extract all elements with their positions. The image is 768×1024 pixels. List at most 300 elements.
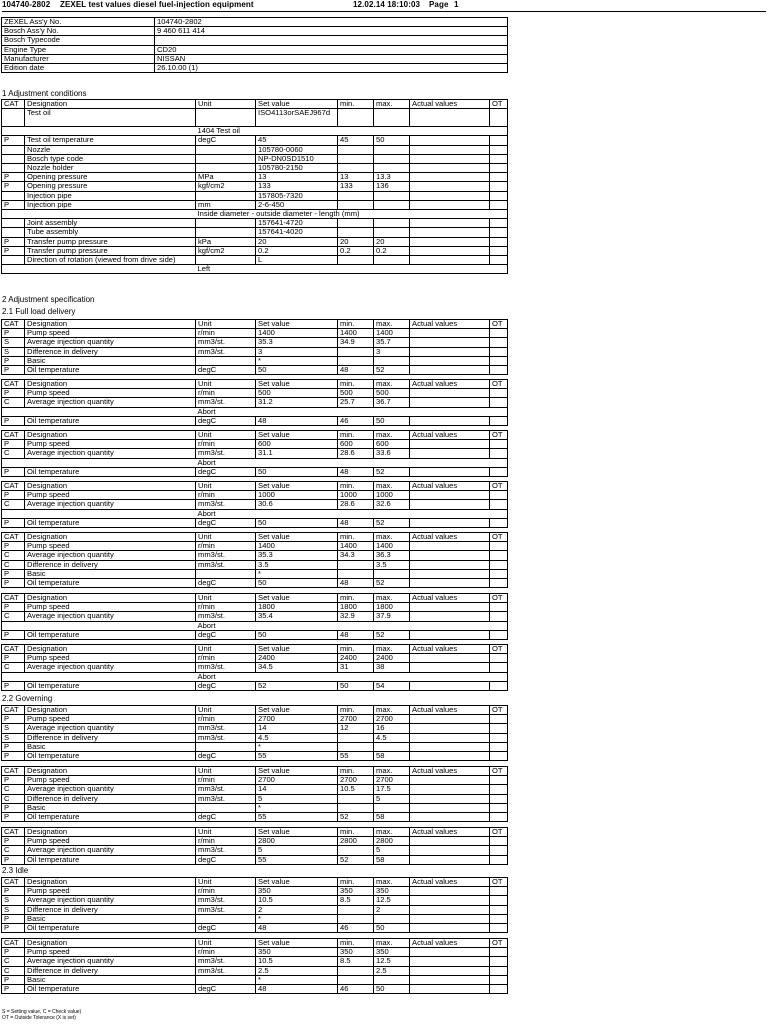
column-header-row: [2, 482, 508, 491]
actual-value-cell: [410, 569, 490, 578]
set-value-cell: 31.1: [256, 449, 338, 458]
ot-cell: [490, 145, 508, 154]
unit-cell: degC: [196, 467, 256, 476]
col-header-min: min.: [338, 431, 374, 440]
unit-cell: r/min: [196, 329, 256, 338]
min-cell: 350: [338, 948, 374, 957]
set-value-cell: 1000: [256, 491, 338, 500]
unit-cell: degC: [196, 681, 256, 690]
set-value-cell: 2-6-450: [256, 200, 338, 209]
col-header-ot: OT: [490, 767, 508, 776]
spec-row: [2, 542, 508, 551]
actual-value-cell: [410, 228, 490, 237]
cat-cell: [2, 228, 25, 237]
cat-cell: C: [2, 957, 25, 966]
designation-cell: Difference in delivery: [25, 733, 196, 742]
col-header-min: min.: [338, 594, 374, 603]
condition-row: [2, 127, 508, 136]
designation-cell: Oil temperature: [25, 467, 196, 476]
col-header-max: max.: [374, 320, 410, 329]
min-cell: [338, 905, 374, 914]
max-cell: [374, 164, 410, 173]
col-header-actual-values: Actual values: [410, 645, 490, 654]
designation-cell: Average injection quantity: [25, 338, 196, 347]
info-label: Edition date: [2, 64, 155, 73]
max-cell: 3: [374, 347, 410, 356]
cat-cell: C: [2, 846, 25, 855]
actual-value-cell: [410, 803, 490, 812]
ot-cell: [490, 803, 508, 812]
col-header-designation: Designation: [25, 482, 196, 491]
col-header-set-value: Set value: [256, 878, 338, 887]
info-row: [2, 54, 508, 63]
col-header-max: max.: [374, 878, 410, 887]
spec-row: [2, 672, 508, 681]
cat-cell: S: [2, 724, 25, 733]
min-cell: [338, 164, 374, 173]
unit-cell: mm3/st.: [196, 905, 256, 914]
header-page-number: 1: [454, 0, 459, 9]
cat-cell: [2, 407, 25, 416]
cat-cell: P: [2, 542, 25, 551]
max-cell: 350: [374, 887, 410, 896]
col-header-max: max.: [374, 767, 410, 776]
designation-cell: Pump speed: [25, 776, 196, 785]
actual-value-cell: [410, 813, 490, 822]
ot-cell: [490, 389, 508, 398]
col-header-ot: OT: [490, 431, 508, 440]
col-header-set-value: Set value: [256, 706, 338, 715]
condition-row: [2, 191, 508, 200]
set-value-cell: 13: [256, 173, 338, 182]
set-value-cell: 48: [256, 985, 338, 994]
spec-row: [2, 449, 508, 458]
set-value-cell: 2700: [256, 715, 338, 724]
spec-row: [2, 569, 508, 578]
unit-cell: mm3/st.: [196, 347, 256, 356]
adjustment-spec-table: [1, 593, 508, 640]
ot-cell: [490, 219, 508, 228]
condition-row: [2, 210, 508, 219]
condition-row: [2, 164, 508, 173]
set-value-cell: 5: [256, 846, 338, 855]
condition-row: [2, 237, 508, 246]
ot-cell: [490, 579, 508, 588]
col-header-min: min.: [338, 878, 374, 887]
designation-cell: [25, 210, 196, 219]
column-header-row: [2, 645, 508, 654]
ot-cell: [490, 896, 508, 905]
adjustment-spec-table: [1, 766, 508, 822]
column-header-row: [2, 767, 508, 776]
spec-row: [2, 467, 508, 476]
set-value-cell: *: [256, 914, 338, 923]
col-header-actual-values: Actual values: [410, 431, 490, 440]
actual-value-cell: [410, 145, 490, 154]
ot-cell: [490, 724, 508, 733]
condition-row: [2, 145, 508, 154]
max-cell: 1000: [374, 491, 410, 500]
min-cell: [338, 200, 374, 209]
set-value-cell: 35.3: [256, 551, 338, 560]
set-value-cell: 2800: [256, 837, 338, 846]
min-cell: [338, 733, 374, 742]
column-header-row: [2, 320, 508, 329]
unit-cell: r/min: [196, 837, 256, 846]
max-cell: 600: [374, 440, 410, 449]
actual-value-cell: [410, 246, 490, 255]
spec-row: [2, 742, 508, 751]
unit-cell: mm3/st.: [196, 957, 256, 966]
column-header-row: [2, 878, 508, 887]
max-cell: 12.5: [374, 896, 410, 905]
subsection-governing-title: 2.2 Governing: [2, 694, 53, 703]
designation-cell: Opening pressure: [25, 182, 196, 191]
spec-row: [2, 329, 508, 338]
actual-value-cell: [410, 164, 490, 173]
unit-cell: degC: [196, 985, 256, 994]
designation-cell: Injection pipe: [25, 191, 196, 200]
min-cell: 0.2: [338, 246, 374, 255]
ot-cell: [490, 416, 508, 425]
set-value-cell: *: [256, 356, 338, 365]
min-cell: 48: [338, 579, 374, 588]
col-header-min: min.: [338, 100, 374, 109]
actual-value-cell: [410, 191, 490, 200]
min-cell: [338, 914, 374, 923]
ot-cell: [490, 603, 508, 612]
spec-row: [2, 776, 508, 785]
max-cell: [374, 228, 410, 237]
min-cell: 20: [338, 237, 374, 246]
ot-cell: [490, 855, 508, 864]
designation-cell: Nozzle: [25, 145, 196, 154]
ot-cell: [490, 794, 508, 803]
designation-cell: [25, 458, 196, 467]
cat-cell: P: [2, 200, 25, 209]
spec-row: [2, 491, 508, 500]
condition-row: [2, 256, 508, 265]
max-cell: 136: [374, 182, 410, 191]
header-title: ZEXEL test values diesel fuel-injection equipment: [60, 0, 254, 9]
col-header-actual-values: Actual values: [410, 320, 490, 329]
spec-row: [2, 752, 508, 761]
designation-cell: Pump speed: [25, 654, 196, 663]
actual-value-cell: [410, 356, 490, 365]
condition-note: Inside diameter - outside diameter - length (mm): [196, 210, 508, 219]
max-cell: [374, 803, 410, 812]
actual-value-cell: [410, 612, 490, 621]
designation-cell: [25, 621, 196, 630]
actual-value-cell: [410, 109, 490, 127]
set-value-cell: 50: [256, 579, 338, 588]
designation-cell: Pump speed: [25, 389, 196, 398]
spec-row: [2, 966, 508, 975]
col-header-cat: CAT: [2, 533, 25, 542]
max-cell: 2.5: [374, 966, 410, 975]
col-header-ot: OT: [490, 320, 508, 329]
set-value-cell: *: [256, 569, 338, 578]
min-cell: 25.7: [338, 398, 374, 407]
max-cell: 5: [374, 794, 410, 803]
col-header-cat: CAT: [2, 878, 25, 887]
designation-cell: Average injection quantity: [25, 500, 196, 509]
cat-cell: C: [2, 663, 25, 672]
actual-value-cell: [410, 846, 490, 855]
set-value-cell: 4.5: [256, 733, 338, 742]
min-cell: 28.6: [338, 500, 374, 509]
min-cell: 12: [338, 724, 374, 733]
min-cell: 133: [338, 182, 374, 191]
max-cell: [374, 742, 410, 751]
designation-cell: [25, 672, 196, 681]
cat-cell: C: [2, 612, 25, 621]
min-cell: [338, 191, 374, 200]
cat-cell: P: [2, 491, 25, 500]
designation-cell: Average injection quantity: [25, 612, 196, 621]
info-row: [2, 27, 508, 36]
designation-cell: Basic: [25, 356, 196, 365]
unit-cell: [196, 742, 256, 751]
max-cell: 50: [374, 985, 410, 994]
info-value: 9 460 611 414: [155, 27, 508, 36]
ot-cell: [490, 569, 508, 578]
unit-cell: mm3/st.: [196, 794, 256, 803]
actual-value-cell: [410, 182, 490, 191]
set-value-cell: 48: [256, 924, 338, 933]
designation-cell: Joint assembly: [25, 219, 196, 228]
unit-cell: mm3/st.: [196, 551, 256, 560]
designation-cell: Basic: [25, 742, 196, 751]
spec-row: [2, 347, 508, 356]
info-row: [2, 18, 508, 27]
spec-row: [2, 518, 508, 527]
ot-cell: [490, 742, 508, 751]
unit-cell: mm3/st.: [196, 733, 256, 742]
cat-cell: P: [2, 173, 25, 182]
cat-cell: P: [2, 776, 25, 785]
set-value-cell: 35.4: [256, 612, 338, 621]
actual-value-cell: [410, 837, 490, 846]
min-cell: 52: [338, 813, 374, 822]
ot-cell: [490, 542, 508, 551]
set-value-cell: 10.5: [256, 957, 338, 966]
condition-row: [2, 200, 508, 209]
unit-cell: mm3/st.: [196, 724, 256, 733]
cat-cell: S: [2, 338, 25, 347]
actual-value-cell: [410, 887, 490, 896]
cat-cell: P: [2, 654, 25, 663]
set-value-cell: 1800: [256, 603, 338, 612]
cat-cell: C: [2, 794, 25, 803]
min-cell: 34.3: [338, 551, 374, 560]
set-value-cell: 2700: [256, 776, 338, 785]
col-header-designation: Designation: [25, 939, 196, 948]
set-value-cell: 50: [256, 630, 338, 639]
ot-cell: [490, 182, 508, 191]
col-header-max: max.: [374, 594, 410, 603]
col-header-set-value: Set value: [256, 380, 338, 389]
min-cell: 52: [338, 855, 374, 864]
col-header-set-value: Set value: [256, 100, 338, 109]
col-header-cat: CAT: [2, 320, 25, 329]
col-header-cat: CAT: [2, 706, 25, 715]
designation-cell: Pump speed: [25, 542, 196, 551]
unit-cell: r/min: [196, 948, 256, 957]
set-value-cell: 350: [256, 887, 338, 896]
max-cell: [374, 569, 410, 578]
cat-cell: P: [2, 518, 25, 527]
max-cell: 52: [374, 518, 410, 527]
designation-cell: Injection pipe: [25, 200, 196, 209]
designation-cell: Bosch type code: [25, 154, 196, 163]
min-cell: 10.5: [338, 785, 374, 794]
col-header-ot: OT: [490, 380, 508, 389]
actual-value-cell: [410, 389, 490, 398]
col-header-min: min.: [338, 767, 374, 776]
col-header-designation: Designation: [25, 380, 196, 389]
actual-value-cell: [410, 776, 490, 785]
min-cell: 46: [338, 985, 374, 994]
ot-cell: [490, 752, 508, 761]
max-cell: 33.6: [374, 449, 410, 458]
min-cell: 1000: [338, 491, 374, 500]
actual-value-cell: [410, 985, 490, 994]
set-value-cell: 2400: [256, 654, 338, 663]
col-header-max: max.: [374, 482, 410, 491]
ot-cell: [490, 356, 508, 365]
set-value-cell: 50: [256, 467, 338, 476]
cat-cell: P: [2, 752, 25, 761]
set-value-cell: 35.3: [256, 338, 338, 347]
spec-row: [2, 985, 508, 994]
max-cell: 32.6: [374, 500, 410, 509]
designation-cell: Basic: [25, 803, 196, 812]
designation-cell: Average injection quantity: [25, 449, 196, 458]
cat-cell: [2, 458, 25, 467]
actual-value-cell: [410, 173, 490, 182]
ot-cell: [490, 518, 508, 527]
max-cell: 52: [374, 467, 410, 476]
cat-cell: C: [2, 785, 25, 794]
spec-row: [2, 621, 508, 630]
max-cell: [374, 109, 410, 127]
unit-cell: degC: [196, 813, 256, 822]
set-value-cell: 34.5: [256, 663, 338, 672]
cat-cell: P: [2, 742, 25, 751]
cat-cell: P: [2, 715, 25, 724]
col-header-designation: Designation: [25, 878, 196, 887]
set-value-cell: 600: [256, 440, 338, 449]
info-value: [155, 36, 508, 45]
min-cell: 55: [338, 752, 374, 761]
cat-cell: P: [2, 440, 25, 449]
cat-cell: S: [2, 347, 25, 356]
set-value-cell: 52: [256, 681, 338, 690]
abort-note: Abort: [196, 407, 508, 416]
spec-row: [2, 681, 508, 690]
max-cell: [374, 356, 410, 365]
max-cell: [374, 200, 410, 209]
max-cell: 1400: [374, 329, 410, 338]
info-value: 104740-2802: [155, 18, 508, 27]
ot-cell: [490, 715, 508, 724]
col-header-unit: Unit: [196, 939, 256, 948]
max-cell: [374, 219, 410, 228]
cat-cell: P: [2, 985, 25, 994]
min-cell: [338, 569, 374, 578]
unit-cell: r/min: [196, 654, 256, 663]
cat-cell: P: [2, 329, 25, 338]
max-cell: 58: [374, 855, 410, 864]
min-cell: 48: [338, 467, 374, 476]
unit-cell: r/min: [196, 440, 256, 449]
unit-cell: [196, 191, 256, 200]
col-header-designation: Designation: [25, 828, 196, 837]
abort-note: Abort: [196, 509, 508, 518]
max-cell: [374, 154, 410, 163]
max-cell: 36.7: [374, 398, 410, 407]
unit-cell: degC: [196, 416, 256, 425]
designation-cell: Oil temperature: [25, 518, 196, 527]
col-header-ot: OT: [490, 100, 508, 109]
designation-cell: Pump speed: [25, 948, 196, 957]
col-header-ot: OT: [490, 645, 508, 654]
ot-cell: [490, 551, 508, 560]
set-value-cell: *: [256, 803, 338, 812]
col-header-unit: Unit: [196, 645, 256, 654]
unit-cell: [196, 228, 256, 237]
max-cell: 38: [374, 663, 410, 672]
cat-cell: P: [2, 356, 25, 365]
unit-cell: [196, 145, 256, 154]
adjustment-spec-table: [1, 379, 508, 426]
max-cell: 35.7: [374, 338, 410, 347]
max-cell: [374, 914, 410, 923]
min-cell: 2700: [338, 776, 374, 785]
actual-value-cell: [410, 338, 490, 347]
ot-cell: [490, 663, 508, 672]
col-header-unit: Unit: [196, 431, 256, 440]
min-cell: [338, 966, 374, 975]
actual-value-cell: [410, 966, 490, 975]
cat-cell: P: [2, 136, 25, 145]
adjustment-spec-table: [1, 644, 508, 691]
unit-cell: r/min: [196, 715, 256, 724]
designation-cell: Average injection quantity: [25, 398, 196, 407]
cat-cell: P: [2, 803, 25, 812]
col-header-cat: CAT: [2, 100, 25, 109]
set-value-cell: NP-DN0SD1510: [256, 154, 338, 163]
min-cell: [338, 794, 374, 803]
spec-row: [2, 509, 508, 518]
actual-value-cell: [410, 733, 490, 742]
unit-cell: mm: [196, 200, 256, 209]
set-value-cell: 1400: [256, 542, 338, 551]
designation-cell: Oil temperature: [25, 630, 196, 639]
max-cell: 50: [374, 136, 410, 145]
info-row: [2, 36, 508, 45]
min-cell: 2400: [338, 654, 374, 663]
ot-cell: [490, 948, 508, 957]
max-cell: 20: [374, 237, 410, 246]
condition-note: 1404 Test oil: [196, 127, 508, 136]
actual-value-cell: [410, 579, 490, 588]
designation-cell: [25, 265, 196, 274]
max-cell: 2: [374, 905, 410, 914]
column-header-row: [2, 939, 508, 948]
min-cell: 45: [338, 136, 374, 145]
